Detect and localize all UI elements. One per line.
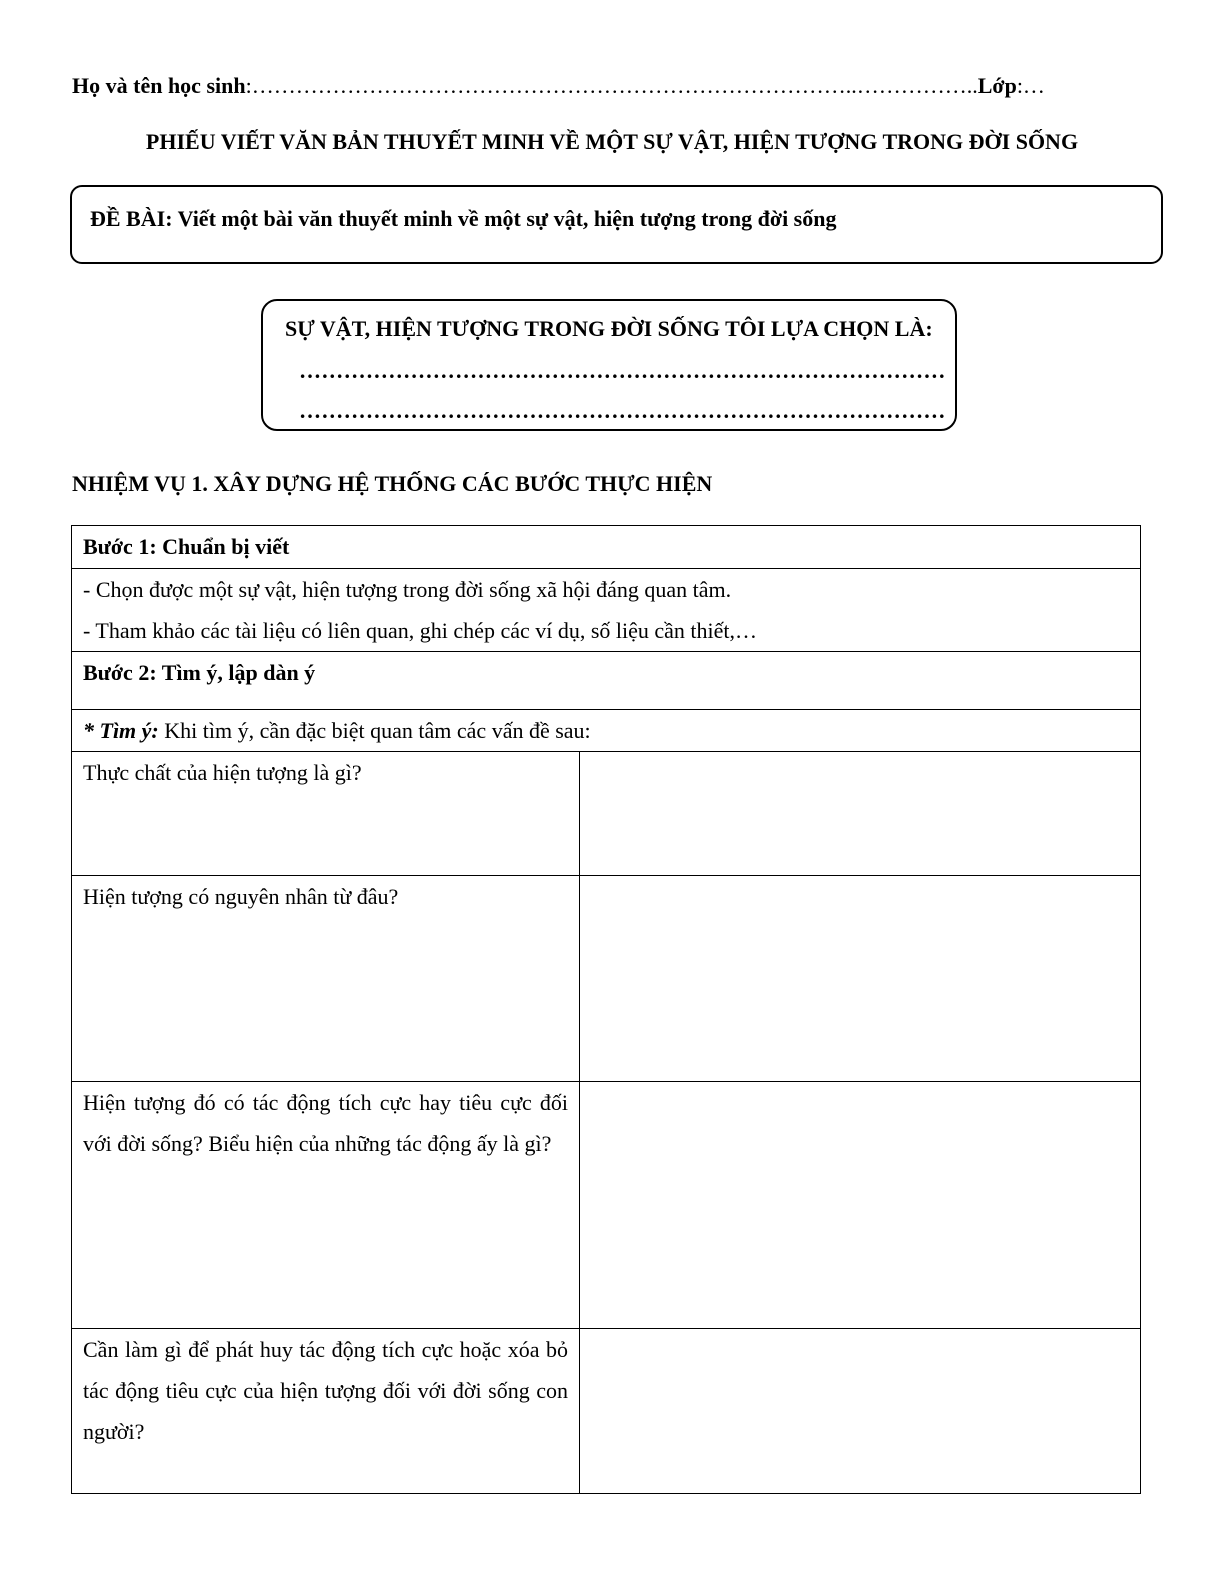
step1-content-cell: [72, 569, 1141, 652]
choice-label: SỰ VẬT, HIỆN TƯỢNG TRONG ĐỜI SỐNG TÔI LỰA CHỌN LÀ:: [285, 316, 933, 341]
choice-blank-1[interactable]: ……………………………………………………………………………: [299, 358, 946, 383]
step1-line-1: - Chọn được một sự vật, hiện tượng trong đời sống xã hội đáng quan tâm.: [83, 577, 732, 602]
question-1: Thực chất của hiện tượng là gì?: [83, 760, 362, 785]
name-label: Họ và tên học sinh: [72, 73, 246, 98]
class-label: Lớp: [977, 73, 1017, 98]
question-3: Hiện tượng đó có tác động tích cực hay tiêu cực đối với đời sống? Biểu hiện của những tác động ấy là gì?: [83, 1090, 568, 1156]
answer-cell-2[interactable]: [580, 876, 1141, 1082]
step1-title: Bước 1: Chuẩn bị viết: [83, 534, 290, 559]
choice-blank-2[interactable]: ……………………………………………………………………………: [299, 398, 946, 423]
question-cell: [72, 876, 580, 1082]
step2-title-cell: [72, 652, 1141, 710]
task-text: : Viết một bài văn thuyết minh về một sự vật, hiện tượng trong đời sống: [165, 206, 837, 231]
student-info-line: [72, 72, 1152, 100]
question-4: Cần làm gì để phát huy tác động tích cực hoặc xóa bỏ tác động tiêu cực của hiện tượng đối với đời sống con người?: [83, 1337, 568, 1444]
find-ideas-label: * Tìm ý:: [83, 718, 159, 743]
question-2: Hiện tượng có nguyên nhân từ đâu?: [83, 884, 399, 909]
question-cell: [72, 752, 580, 876]
step1-title-cell: [72, 526, 1141, 569]
answer-cell-3[interactable]: [580, 1082, 1141, 1329]
answer-cell-1[interactable]: [580, 752, 1141, 876]
name-blank[interactable]: :………………………………………………………………………..……………..: [245, 73, 978, 98]
question-cell: [72, 1082, 580, 1329]
step1-line-2: - Tham khảo các tài liệu có liên quan, ghi chép các ví dụ, số liệu cần thiết,…: [83, 618, 758, 643]
task-statement: [90, 205, 836, 233]
section-title: NHIỆM VỤ 1. XÂY DỰNG HỆ THỐNG CÁC BƯỚC THỰC HIỆN: [72, 471, 713, 496]
task-box: [70, 185, 1163, 264]
task-label: ĐỀ BÀI: [90, 206, 166, 231]
steps-table: [71, 525, 1141, 1494]
step2-title: Bước 2: Tìm ý, lập dàn ý: [83, 660, 316, 685]
question-cell: [72, 1329, 580, 1494]
find-ideas-cell: [72, 710, 1141, 752]
answer-cell-4[interactable]: [580, 1329, 1141, 1494]
find-ideas-text: Khi tìm ý, cần đặc biệt quan tâm các vấn đề sau:: [158, 718, 591, 743]
choice-box: [261, 299, 957, 431]
worksheet-title: PHIẾU VIẾT VĂN BẢN THUYẾT MINH VỀ MỘT SỰ VẬT, HIỆN TƯỢNG TRONG ĐỜI SỐNG: [145, 129, 1079, 154]
class-blank[interactable]: :…: [1016, 73, 1045, 98]
